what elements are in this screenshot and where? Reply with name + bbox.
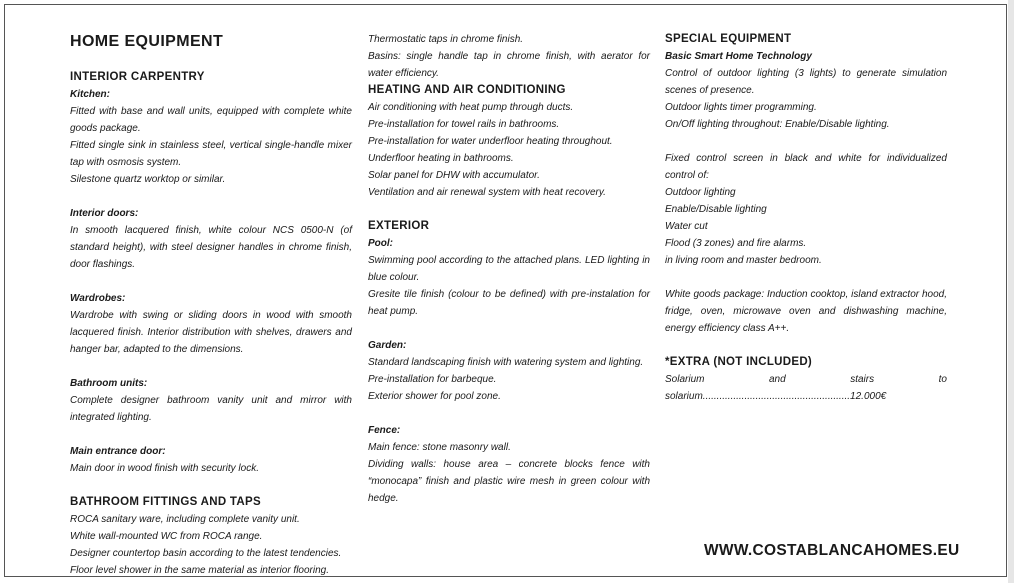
taps-line: Thermostatic taps in chrome finish. xyxy=(368,34,524,45)
hvac-line: Ventilation and air renewal system with heat recovery. xyxy=(368,187,606,198)
page-title: HOME EQUIPMENT xyxy=(70,33,224,50)
column-left xyxy=(70,69,352,579)
section-heading-hvac: HEATING AND AIR CONDITIONING xyxy=(368,84,566,96)
control-screen-line: Enable/Disable lighting xyxy=(665,204,767,215)
pool-label: Pool: xyxy=(368,238,393,249)
bathroom-units-text: Complete designer bathroom vanity unit and mirror with integrated lighting. xyxy=(70,395,352,423)
garden-line: Standard landscaping finish with watering system and lighting. xyxy=(368,357,644,368)
control-screen-line: Water cut xyxy=(665,221,708,232)
section-heading-interior-carpentry: INTERIOR CARPENTRY xyxy=(70,71,205,83)
section-heading-exterior: EXTERIOR xyxy=(368,220,430,232)
basins-line: Basins: single handle tap in chrome finish, with aerator for water efficiency. xyxy=(368,51,650,79)
extra-line: Solarium and stairs to solarium.....................................................12.000€ xyxy=(665,374,947,402)
entrance-door-text: Main door in wood finish with security lock. xyxy=(70,463,259,474)
wardrobes-text: Wardrobe with swing or sliding doors in wood with smooth lacquered finish. Interior distribution with shelves, drawers and hanger bar, adapted to the dimensions. xyxy=(70,310,352,355)
control-screen-line: Fixed control screen in black and white for individualized control of: xyxy=(665,153,947,181)
column-right xyxy=(665,31,947,405)
fittings-line: Floor level shower in the same material as interior flooring. xyxy=(70,565,329,576)
kitchen-line: Silestone quartz worktop or similar. xyxy=(70,174,226,185)
smart-home-line: On/Off lighting throughout: Enable/Disable lighting. xyxy=(665,119,890,130)
hvac-line: Solar panel for DHW with accumulator. xyxy=(368,170,540,181)
wardrobes-label: Wardrobes: xyxy=(70,293,126,304)
interior-doors-text: In smooth lacquered finish, white colour NCS 0500-N (of standard height), with steel designer handles in chrome finish, door flashings. xyxy=(70,225,352,270)
fence-line: Dividing walls: house area – concrete blocks fence with “monocapa” finish and plastic wire mesh in green colour with hedge. xyxy=(368,459,650,504)
fittings-line: White wall-mounted WC from ROCA range. xyxy=(70,531,263,542)
control-screen-line: Outdoor lighting xyxy=(665,187,736,198)
hvac-line: Pre-installation for water underfloor heating throughout. xyxy=(368,136,613,147)
garden-label: Garden: xyxy=(368,340,407,351)
garden-line: Pre-installation for barbeque. xyxy=(368,374,497,385)
control-screen-line: Flood (3 zones) and fire alarms. xyxy=(665,238,807,249)
pool-line: Gresite tile finish (colour to be defined) with pre-instalation for heat pump. xyxy=(368,289,650,317)
hvac-line: Pre-installation for towel rails in bathrooms. xyxy=(368,119,560,130)
bathroom-units-label: Bathroom units: xyxy=(70,378,148,389)
section-heading-special-equipment: SPECIAL EQUIPMENT xyxy=(665,33,792,45)
website-url: WWW.COSTABLANCAHOMES.EU xyxy=(704,542,960,559)
hvac-line: Underfloor heating in bathrooms. xyxy=(368,153,514,164)
control-screen-line: in living room and master bedroom. xyxy=(665,255,822,266)
section-heading-bathroom-fittings: BATHROOM FITTINGS AND TAPS xyxy=(70,496,261,508)
kitchen-label: Kitchen: xyxy=(70,89,110,100)
column-middle xyxy=(368,31,650,507)
hvac-line: Air conditioning with heat pump through ducts. xyxy=(368,102,574,113)
smart-home-line: Outdoor lights timer programming. xyxy=(665,102,817,113)
entrance-door-label: Main entrance door: xyxy=(70,446,166,457)
white-goods-text: White goods package: Induction cooktop, island extractor hood, fridge, oven, microwave oven and dishwashing machine, energy efficiency class A++. xyxy=(665,289,947,334)
fittings-line: ROCA sanitary ware, including complete vanity unit. xyxy=(70,514,300,525)
kitchen-line: Fitted single sink in stainless steel, vertical single-handle mixer tap with osmosis system. xyxy=(70,140,352,168)
interior-doors-label: Interior doors: xyxy=(70,208,139,219)
kitchen-line: Fitted with base and wall units, equipped with complete white goods package. xyxy=(70,106,352,134)
fittings-line: Designer countertop basin according to the latest tendencies. xyxy=(70,548,342,559)
smart-home-line: Control of outdoor lighting (3 lights) to generate simulation scenes of presence. xyxy=(665,68,947,96)
garden-line: Exterior shower for pool zone. xyxy=(368,391,501,402)
pool-line: Swimming pool according to the attached plans. LED lighting in blue colour. xyxy=(368,255,650,283)
page-edge xyxy=(1008,0,1014,583)
fence-line: Main fence: stone masonry wall. xyxy=(368,442,511,453)
fence-label: Fence: xyxy=(368,425,401,436)
section-heading-extra: *EXTRA (NOT INCLUDED) xyxy=(665,356,813,368)
smart-home-label: Basic Smart Home Technology xyxy=(665,51,812,62)
